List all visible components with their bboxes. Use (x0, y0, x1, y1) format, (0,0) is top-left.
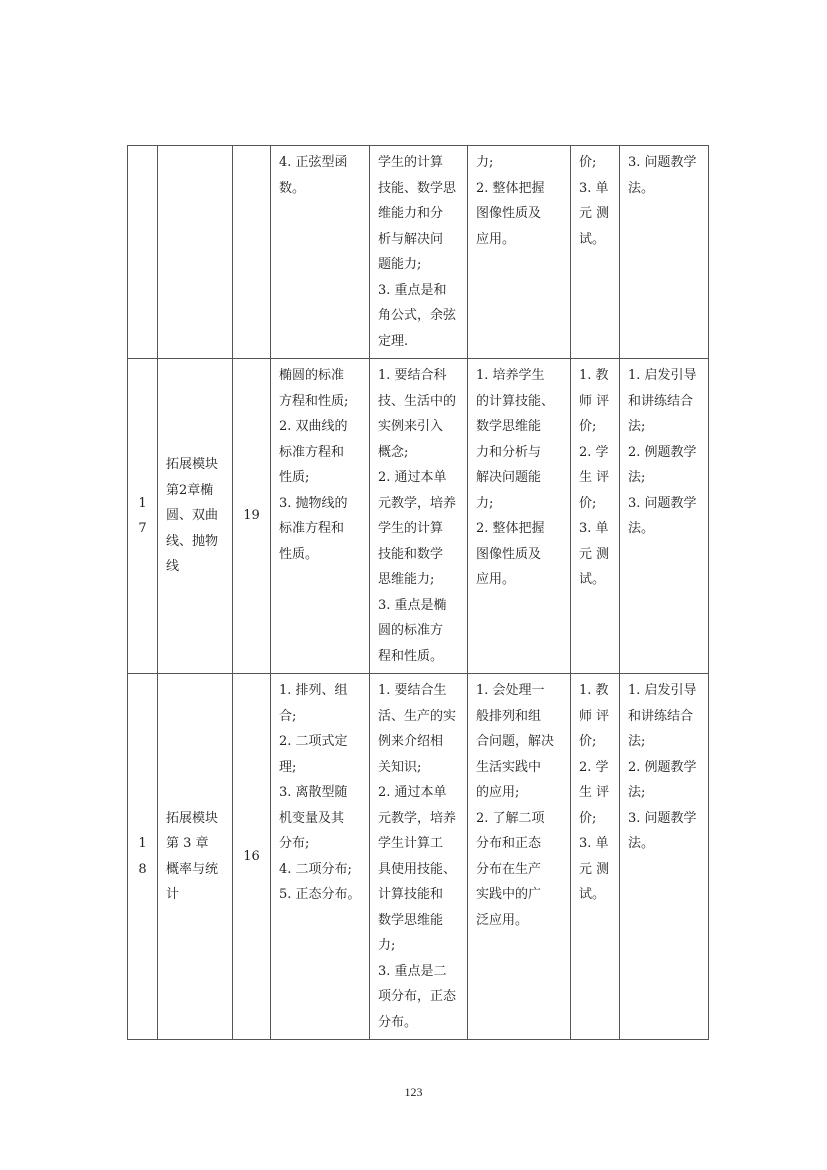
row-number-cell: 17 (128, 359, 158, 674)
table-row (128, 359, 709, 674)
methods-cell: 1. 启发引导 和讲练结合 法; 2. 例题教学 法; 3. 问题教学 法。 (620, 674, 709, 1040)
table-row (128, 146, 709, 359)
curriculum-table-container (127, 145, 708, 1040)
assessment-cell: 1. 教 师 评 价; 2. 学 生 评 价; 3. 单 元 测 试。 (571, 359, 620, 674)
hours-cell (233, 146, 271, 359)
goals-cell: 1. 培养学生 的计算技能、 数学思维能 力和分析与 解决问题能 力; 2. 整体把握 图像性质及 应用。 (468, 359, 571, 674)
table-row (128, 674, 709, 1040)
row-number-cell: 18 (128, 674, 158, 1040)
goals-cell: 1. 会处理一 般排列和组 合问题，解决 生活实践中 的应用; 2. 了解二项 分布和正态 分布在生产 实践中的广 泛应用。 (468, 674, 571, 1040)
assessment-cell: 1. 教 师 评 价; 2. 学 生 评 价; 3. 单 元 测 试。 (571, 674, 620, 1040)
content-cell: 4. 正弦型函 数。 (271, 146, 370, 359)
row-number-cell (128, 146, 158, 359)
module-cell: 拓展模块 第 3 章 概率与统 计 (158, 674, 233, 1040)
module-cell: 拓展模块 第2章椭 圆、双曲 线、抛物 线 (158, 359, 233, 674)
requirements-cell: 1. 要结合生 活、生产的实 例来介绍相 关知识; 2. 通过本单 元教学，培养 学生计算工 具使用技能、 计算技能和 数学思维能 力; 3. 重点是二 项分布，正态 分布。 (370, 674, 468, 1040)
module-cell (158, 146, 233, 359)
goals-cell: 力; 2. 整体把握 图像性质及 应用。 (468, 146, 571, 359)
assessment-cell: 价; 3. 单 元 测 试。 (571, 146, 620, 359)
requirements-cell: 学生的计算 技能、数学思 维能力和分 析与解决问 题能力; 3. 重点是和 角公式，余弦 定理. (370, 146, 468, 359)
requirements-cell: 1. 要结合科 技、生活中的 实例来引入 概念; 2. 通过本单 元教学，培养 学生的计算 技能和数学 思维能力; 3. 重点是椭 圆的标准方 程和性质。 (370, 359, 468, 674)
content-cell: 1. 排列、组 合; 2. 二项式定 理; 3. 离散型随 机变量及其 分布; 4. 二项分布; 5. 正态分布。 (271, 674, 370, 1040)
methods-cell: 3. 问题教学 法。 (620, 146, 709, 359)
page-number: 123 (404, 1085, 423, 1099)
methods-cell: 1. 启发引导 和讲练结合 法; 2. 例题教学 法; 3. 问题教学 法。 (620, 359, 709, 674)
hours-cell: 19 (233, 359, 271, 674)
curriculum-table (127, 145, 709, 1040)
content-cell: 椭圆的标准 方程和性质; 2. 双曲线的 标准方程和 性质; 3. 抛物线的 标准方程和 性质。 (271, 359, 370, 674)
hours-cell: 16 (233, 674, 271, 1040)
